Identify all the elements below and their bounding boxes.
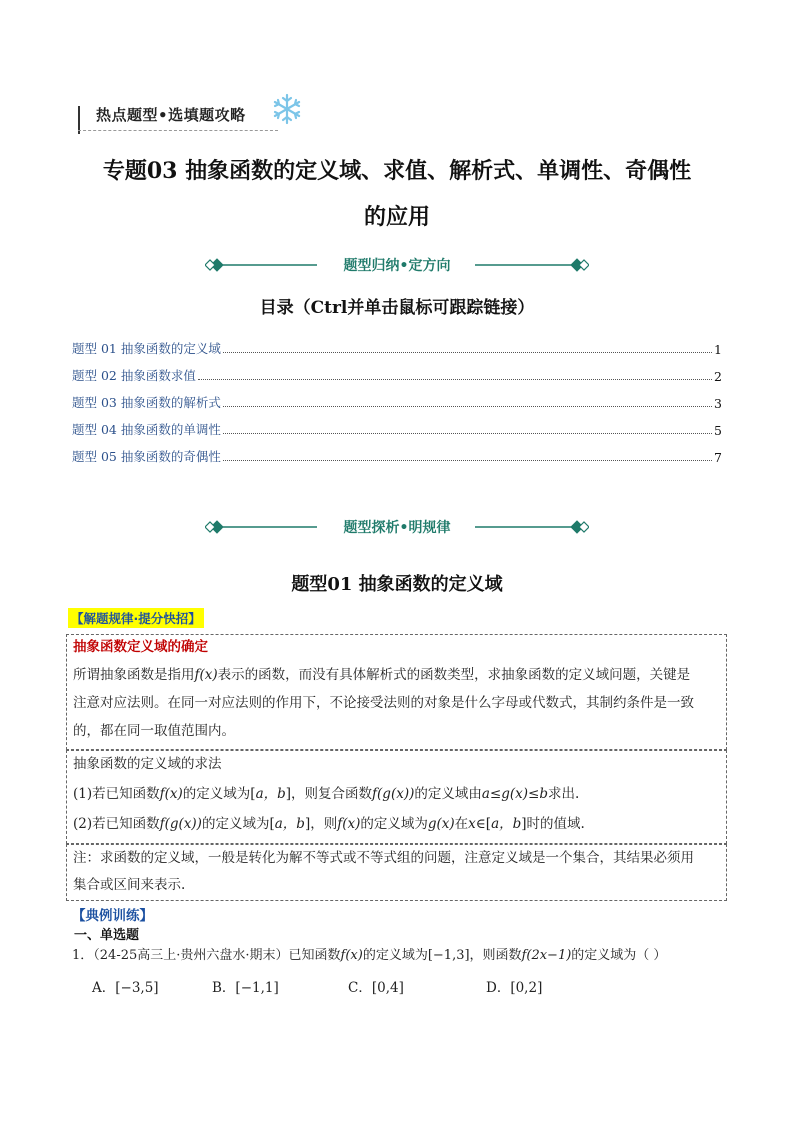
- note-line: 集合或区间来表示.: [73, 877, 186, 893]
- note-line: 注：求函数的定义域，一般是转化为解不等式或不等式组的问题，注意定义域是一个集合，其结果必须用: [73, 850, 694, 866]
- document-title: 专题03 抽象函数的定义域、求值、解析式、单调性、奇偶性: [102, 158, 692, 184]
- section-ribbon-analysis: [205, 518, 589, 536]
- snowflake-icon: [270, 92, 304, 130]
- training-heading: 【典例训练】: [72, 908, 153, 924]
- question-1: 1．（24-25高三上·贵州六盘水·期末）已知函数f(x)的定义域为[−1,3]，则函数f(2x−1)的定义域为（ ）: [72, 948, 667, 963]
- box-heading: 抽象函数定义域的确定: [73, 639, 208, 655]
- toc-page-number: 3: [714, 396, 722, 411]
- toc-page-number: 7: [714, 450, 722, 465]
- toc-item-04[interactable]: [72, 411, 722, 438]
- toc-leader-dots: [223, 406, 712, 407]
- option-b[interactable]: B．[−1,1]: [212, 980, 279, 996]
- toc-item-label: 题型 02 抽象函数求值: [72, 368, 196, 383]
- question-type-heading: 一、单选题: [74, 928, 140, 943]
- ribbon-label: 题型探析•明规律: [343, 520, 451, 536]
- toc-page-number: 2: [714, 369, 722, 384]
- method-rule-1: (1)若已知函数f(x)的定义域为[a，b]，则复合函数f(g(x))的定义域由a≤g(x)≤b求出.: [73, 786, 580, 802]
- definition-box: [66, 634, 727, 750]
- toc-page-number: 1: [714, 342, 722, 357]
- toc-page-number: 5: [714, 423, 722, 438]
- section-ribbon-overview: [205, 256, 589, 274]
- toc-item-label: 题型 05 抽象函数的奇偶性: [72, 449, 221, 464]
- toc-leader-dots: [223, 460, 712, 461]
- toc-leader-dots: [223, 433, 712, 434]
- toc-item-03[interactable]: [72, 384, 722, 411]
- method-box: [66, 750, 727, 844]
- option-c[interactable]: C．[0,4]: [348, 980, 404, 996]
- toc-leader-dots: [223, 352, 712, 353]
- header-divider: [78, 130, 278, 131]
- box-heading: 抽象函数的定义域的求法: [73, 756, 222, 772]
- box-paragraph-line: 的，都在同一取值范围内。: [73, 723, 235, 739]
- option-a[interactable]: A．[−3,5]: [92, 980, 159, 996]
- toc-title: 目录（Ctrl并单击鼠标可跟踪链接）: [259, 298, 535, 318]
- ribbon-label: 题型归纳•定方向: [343, 258, 451, 274]
- rule-tag: 【解题规律·提分快招】: [68, 608, 204, 628]
- box-paragraph-line: 注意对应法则。在同一对应法则的作用下，不论接受法则的对象是什么字母或代数式，其制约条件是一致: [73, 695, 694, 711]
- toc-item-label: 题型 01 抽象函数的定义域: [72, 341, 221, 356]
- toc-item-02[interactable]: [72, 357, 722, 384]
- table-of-contents: [72, 330, 722, 465]
- document-title-line2: 的应用: [363, 204, 430, 230]
- method-rule-2: (2)若已知函数f(g(x))的定义域为[a，b]，则f(x)的定义域为g(x)在x∈[a，b]时的值域.: [73, 816, 585, 832]
- toc-item-label: 题型 03 抽象函数的解析式: [72, 395, 221, 410]
- box-paragraph-line: 所谓抽象函数是指用f(x)表示的函数，而没有具体解析式的函数类型，求抽象函数的定义域问题，关键是: [73, 667, 691, 683]
- note-box: [66, 844, 727, 901]
- toc-item-05[interactable]: [72, 438, 722, 465]
- toc-leader-dots: [198, 379, 712, 380]
- toc-item-01[interactable]: [72, 330, 722, 357]
- header-tag: 热点题型•选填题攻略: [96, 106, 246, 124]
- option-d[interactable]: D．[0,2]: [486, 980, 543, 996]
- toc-item-label: 题型 04 抽象函数的单调性: [72, 422, 221, 437]
- section-title: 题型01 抽象函数的定义域: [291, 574, 503, 595]
